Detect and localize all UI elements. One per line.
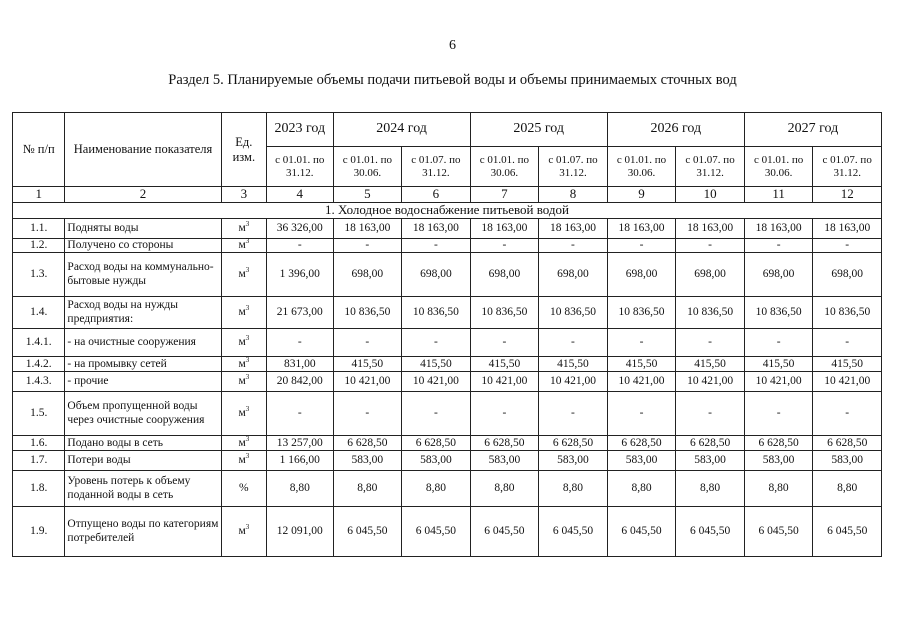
column-number: 12 <box>813 187 882 203</box>
unit-label: м <box>238 336 246 349</box>
table-row <box>13 253 882 297</box>
value-cell: 10 421,00 <box>676 372 745 392</box>
column-number: 5 <box>333 187 402 203</box>
value-cell: - <box>744 238 813 252</box>
value-cell: 10 836,50 <box>676 297 745 329</box>
value-cell: 583,00 <box>744 451 813 471</box>
section-heading: 1. Холодное водоснабжение питьевой водой <box>13 202 882 218</box>
page-number: 6 <box>449 38 456 53</box>
value-cell: - <box>402 392 471 436</box>
indicator-name: Подано воды в сеть <box>65 436 221 451</box>
value-cell: 415,50 <box>402 357 471 372</box>
value-cell: - <box>539 329 608 357</box>
value-cell: 1 166,00 <box>267 451 334 471</box>
value-cell: 6 628,50 <box>607 436 676 451</box>
value-cell: 8,80 <box>539 471 608 507</box>
unit-label: м <box>238 268 246 281</box>
value-cell: - <box>267 392 334 436</box>
value-cell: - <box>470 392 539 436</box>
unit-superscript: 3 <box>245 373 250 382</box>
value-cell: 12 091,00 <box>267 507 334 557</box>
unit-superscript: 3 <box>245 334 250 343</box>
value-cell: 10 421,00 <box>813 372 882 392</box>
value-cell: 8,80 <box>813 471 882 507</box>
value-cell: 6 045,50 <box>607 507 676 557</box>
unit-cell <box>221 253 266 297</box>
value-cell: 415,50 <box>813 357 882 372</box>
value-cell: - <box>267 238 334 252</box>
column-number: 4 <box>267 187 334 203</box>
unit-label: м <box>238 525 246 538</box>
value-cell: 583,00 <box>813 451 882 471</box>
header-period: с 01.01. по 31.12. <box>267 147 334 187</box>
value-cell: - <box>470 238 539 252</box>
value-cell: 6 045,50 <box>676 507 745 557</box>
value-cell: 18 163,00 <box>813 218 882 238</box>
value-cell: 6 045,50 <box>539 507 608 557</box>
unit-label: м <box>238 357 246 370</box>
unit-label: % <box>239 482 249 495</box>
value-cell: 10 421,00 <box>470 372 539 392</box>
value-cell: 698,00 <box>333 253 402 297</box>
value-cell: 18 163,00 <box>676 218 745 238</box>
value-cell: 8,80 <box>744 471 813 507</box>
indicator-name: Расход воды на нужды предприятия: <box>65 297 221 329</box>
value-cell: 10 421,00 <box>744 372 813 392</box>
value-cell: 698,00 <box>402 253 471 297</box>
value-cell: 10 836,50 <box>402 297 471 329</box>
unit-cell <box>221 436 266 451</box>
table-row <box>13 451 882 471</box>
value-cell: 36 326,00 <box>267 218 334 238</box>
indicator-name: - на промывку сетей <box>65 357 221 372</box>
value-cell: 10 421,00 <box>607 372 676 392</box>
column-number: 9 <box>607 187 676 203</box>
value-cell: 415,50 <box>744 357 813 372</box>
column-number: 10 <box>676 187 745 203</box>
unit-label: м <box>238 306 246 319</box>
value-cell: - <box>470 329 539 357</box>
column-number: 8 <box>539 187 608 203</box>
indicator-name: - на очистные сооружения <box>65 329 221 357</box>
value-cell: - <box>333 238 402 252</box>
unit-label: м <box>238 375 246 388</box>
header-period: с 01.01. по 30.06. <box>607 147 676 187</box>
indicator-name: Объем пропущенной воды через очистные сооружения <box>65 392 221 436</box>
value-cell: 415,50 <box>539 357 608 372</box>
indicator-name: Расход воды на коммунально-бытовые нужды <box>65 253 221 297</box>
row-number: 1.6. <box>13 436 65 451</box>
value-cell: - <box>607 238 676 252</box>
value-cell: 10 836,50 <box>744 297 813 329</box>
table-row <box>13 357 882 372</box>
unit-label: м <box>238 454 246 467</box>
value-cell: 10 421,00 <box>333 372 402 392</box>
column-number: 6 <box>402 187 471 203</box>
value-cell: 8,80 <box>267 471 334 507</box>
value-cell: 698,00 <box>607 253 676 297</box>
unit-superscript: 3 <box>245 304 250 313</box>
value-cell: 583,00 <box>333 451 402 471</box>
table-row <box>13 471 882 507</box>
header-num: № п/п <box>13 113 65 187</box>
indicator-name: - прочие <box>65 372 221 392</box>
value-cell: - <box>676 329 745 357</box>
value-cell: 415,50 <box>607 357 676 372</box>
value-cell: 10 836,50 <box>470 297 539 329</box>
header-period: с 01.07. по 31.12. <box>813 147 882 187</box>
value-cell: 18 163,00 <box>744 218 813 238</box>
unit-superscript: 3 <box>245 355 250 364</box>
table-row <box>13 372 882 392</box>
unit-label: м <box>238 238 246 251</box>
value-cell: 10 421,00 <box>402 372 471 392</box>
value-cell: - <box>402 329 471 357</box>
column-number: 11 <box>744 187 813 203</box>
value-cell: 6 045,50 <box>470 507 539 557</box>
value-cell: 10 836,50 <box>333 297 402 329</box>
value-cell: 6 628,50 <box>813 436 882 451</box>
row-number: 1.2. <box>13 238 65 252</box>
section-title: Раздел 5. Планируемые объемы подачи питьевой воды и объемы принимаемых сточных вод <box>168 72 737 88</box>
header-unit: Ед. изм. <box>221 113 266 187</box>
value-cell: 698,00 <box>744 253 813 297</box>
value-cell: - <box>402 238 471 252</box>
value-cell: - <box>744 329 813 357</box>
row-number: 1.7. <box>13 451 65 471</box>
table-row <box>13 238 882 252</box>
value-cell: 6 045,50 <box>402 507 471 557</box>
value-cell: 6 628,50 <box>539 436 608 451</box>
unit-cell <box>221 218 266 238</box>
value-cell: - <box>813 392 882 436</box>
value-cell: 6 628,50 <box>470 436 539 451</box>
value-cell: 18 163,00 <box>402 218 471 238</box>
value-cell: 831,00 <box>267 357 334 372</box>
value-cell: 13 257,00 <box>267 436 334 451</box>
header-period: с 01.01. по 30.06. <box>744 147 813 187</box>
column-number: 1 <box>13 187 65 203</box>
header-period: с 01.01. по 30.06. <box>333 147 402 187</box>
value-cell: 8,80 <box>607 471 676 507</box>
value-cell: 6 045,50 <box>744 507 813 557</box>
value-cell: 10 421,00 <box>539 372 608 392</box>
unit-superscript: 3 <box>245 405 250 414</box>
value-cell: 18 163,00 <box>539 218 608 238</box>
indicator-name: Отпущено воды по категориям потребителей <box>65 507 221 557</box>
row-number: 1.8. <box>13 471 65 507</box>
unit-cell <box>221 329 266 357</box>
indicator-name: Потери воды <box>65 451 221 471</box>
header-year: 2026 год <box>607 113 744 147</box>
value-cell: - <box>333 392 402 436</box>
column-number: 7 <box>470 187 539 203</box>
value-cell: - <box>539 392 608 436</box>
header-year: 2027 год <box>744 113 881 147</box>
value-cell: - <box>607 329 676 357</box>
unit-cell <box>221 238 266 252</box>
header-year: 2024 год <box>333 113 470 147</box>
indicator-name: Подняты воды <box>65 218 221 238</box>
value-cell: 8,80 <box>333 471 402 507</box>
unit-cell <box>221 392 266 436</box>
value-cell: 1 396,00 <box>267 253 334 297</box>
value-cell: 10 836,50 <box>539 297 608 329</box>
unit-cell <box>221 451 266 471</box>
row-number: 1.4.1. <box>13 329 65 357</box>
value-cell: 20 842,00 <box>267 372 334 392</box>
header-year: 2023 год <box>267 113 334 147</box>
value-cell: 6 628,50 <box>402 436 471 451</box>
value-cell: 18 163,00 <box>470 218 539 238</box>
unit-superscript: 3 <box>245 237 250 246</box>
table-row <box>13 507 882 557</box>
value-cell: 415,50 <box>333 357 402 372</box>
indicator-name: Получено со стороны <box>65 238 221 252</box>
header-year: 2025 год <box>470 113 607 147</box>
unit-label: м <box>238 407 246 420</box>
unit-cell <box>221 297 266 329</box>
value-cell: 583,00 <box>539 451 608 471</box>
value-cell: - <box>607 392 676 436</box>
indicator-name: Уровень потерь к объему поданной воды в сеть <box>65 471 221 507</box>
row-number: 1.4.3. <box>13 372 65 392</box>
value-cell: - <box>744 392 813 436</box>
header-period: с 01.07. по 31.12. <box>539 147 608 187</box>
value-cell: 10 836,50 <box>607 297 676 329</box>
value-cell: - <box>813 329 882 357</box>
unit-label: м <box>238 436 246 449</box>
value-cell: 6 045,50 <box>333 507 402 557</box>
value-cell: - <box>539 238 608 252</box>
row-number: 1.9. <box>13 507 65 557</box>
table-row <box>13 392 882 436</box>
header-name: Наименование показателя <box>65 113 221 187</box>
row-number: 1.3. <box>13 253 65 297</box>
row-number: 1.4. <box>13 297 65 329</box>
unit-label: м <box>238 221 246 234</box>
value-cell: 8,80 <box>676 471 745 507</box>
value-cell: 698,00 <box>470 253 539 297</box>
value-cell: - <box>267 329 334 357</box>
table-row <box>13 218 882 238</box>
unit-cell <box>221 471 266 507</box>
table-row <box>13 436 882 451</box>
table-row <box>13 297 882 329</box>
unit-superscript: 3 <box>245 452 250 461</box>
header-period: с 01.07. по 31.12. <box>402 147 471 187</box>
value-cell: 10 836,50 <box>813 297 882 329</box>
value-cell: 415,50 <box>470 357 539 372</box>
value-cell: 21 673,00 <box>267 297 334 329</box>
unit-cell <box>221 507 266 557</box>
water-volume-table <box>12 112 882 557</box>
value-cell: 583,00 <box>607 451 676 471</box>
table-row <box>13 329 882 357</box>
value-cell: - <box>813 238 882 252</box>
value-cell: - <box>676 392 745 436</box>
value-cell: 698,00 <box>813 253 882 297</box>
value-cell: 8,80 <box>470 471 539 507</box>
value-cell: 415,50 <box>676 357 745 372</box>
value-cell: 8,80 <box>402 471 471 507</box>
value-cell: 6 045,50 <box>813 507 882 557</box>
unit-superscript: 3 <box>245 523 250 532</box>
row-number: 1.5. <box>13 392 65 436</box>
column-number: 3 <box>221 187 266 203</box>
header-period: с 01.07. по 31.12. <box>676 147 745 187</box>
row-number: 1.4.2. <box>13 357 65 372</box>
unit-cell <box>221 357 266 372</box>
value-cell: 583,00 <box>676 451 745 471</box>
value-cell: 6 628,50 <box>333 436 402 451</box>
unit-superscript: 3 <box>245 434 250 443</box>
value-cell: 18 163,00 <box>333 218 402 238</box>
value-cell: 583,00 <box>402 451 471 471</box>
column-number: 2 <box>65 187 221 203</box>
value-cell: - <box>676 238 745 252</box>
unit-superscript: 3 <box>245 266 250 275</box>
value-cell: 583,00 <box>470 451 539 471</box>
row-number: 1.1. <box>13 218 65 238</box>
header-period: с 01.01. по 30.06. <box>470 147 539 187</box>
unit-cell <box>221 372 266 392</box>
unit-superscript: 3 <box>245 220 250 228</box>
value-cell: 6 628,50 <box>744 436 813 451</box>
value-cell: 18 163,00 <box>607 218 676 238</box>
value-cell: 698,00 <box>539 253 608 297</box>
value-cell: 6 628,50 <box>676 436 745 451</box>
value-cell: - <box>333 329 402 357</box>
value-cell: 698,00 <box>676 253 745 297</box>
